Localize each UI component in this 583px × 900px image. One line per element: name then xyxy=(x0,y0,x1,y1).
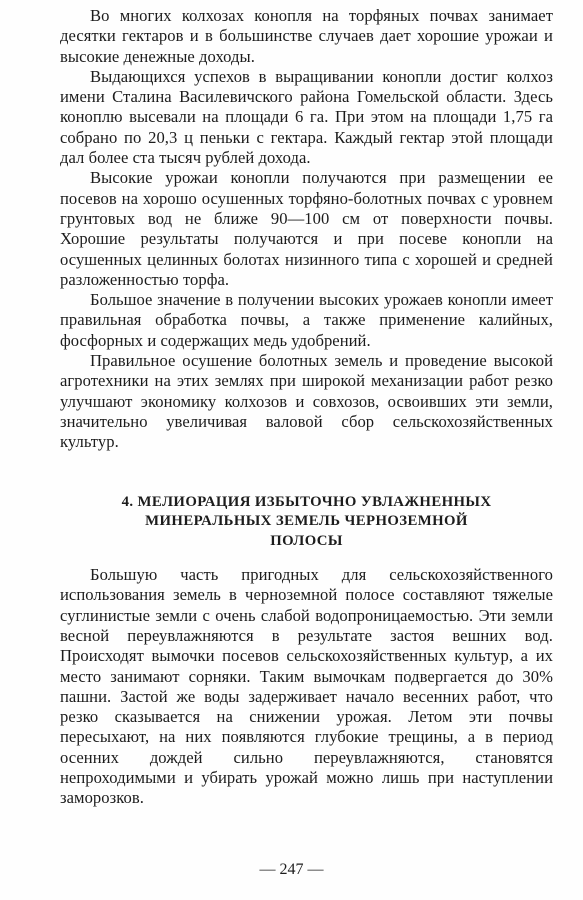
page-number: — 247 — xyxy=(259,861,324,878)
paragraph-drainage-economy: Правильное осушение болотных земель и проведение высокой агротехники на этих землях при широкой механизации работ резко улучшают экономику колхозов и совхозов, освоивших эти земли, значительно увеличивая валовой сбор сельскохозяйственных культур. xyxy=(60,351,553,452)
paragraph-chernozem-heavy-soils: Большую часть пригодных для сельскохозяйственного использования земель в черноземной полосе составляют тяжелые суглинистые земли с очень слабой водопроницаемостью. Эти земли весной переувлажняются в результате застоя вешних вод. Происходят вымочки посевов сельскохозяйственных культур, а их место занимают сорняки. Таким вымочкам подвергается до 30% пашни. Застой же воды задерживает начало весенних работ, что резко сказывается на снижении урожая. Летом эти почвы пересыхают, на них появляются глубокие трещины, а в период осенних дождей сильно переувлажняются, становятся непроходимыми и убирать урожай можно лишь при наступлении заморозков. xyxy=(60,565,553,808)
section-heading-line: МИНЕРАЛЬНЫХ ЗЕМЕЛЬ ЧЕРНОЗЕМНОЙ xyxy=(145,513,468,530)
paragraph-stalin-kolkhoz-success: Выдающихся успехов в выращивании конопли достиг колхоз имени Сталина Василевичского района Гомельской области. Здесь коноплю высевали на площади 6 га. При этом на площади 1,75 га собрано по 20,3 ц пеньки с гектара. Каждый гектар этой площади дал более ста тысяч рублей дохода. xyxy=(60,66,553,168)
paragraph-soil-cultivation-fertilizers: Большое значение в получении высоких урожаев конопли имеет правильная обработка почвы, а также применение калийных, фосфорных и содержащих медь удобрений. xyxy=(60,290,553,350)
body-text-top xyxy=(60,6,553,453)
section-heading xyxy=(60,493,553,552)
section-heading-line: ПОЛОСЫ xyxy=(270,532,343,549)
section-heading-line: 4. МЕЛИОРАЦИЯ ИЗБЫТОЧНО УВЛАЖНЕННЫХ xyxy=(121,493,492,510)
paragraph-hemp-peat-farms: Во многих колхозах конопля на торфяных почвах занимает десятки гектаров и в большинстве случаев дает хорошие урожаи и высокие денежные доходы. xyxy=(60,6,553,66)
section-spacer xyxy=(60,453,553,493)
paragraph-drained-soils-yields: Высокие урожаи конопли получаются при размещении ее посевов на хорошо осушенных торфяно-болотных почвах с уровнем грунтовых вод не ближе 90—100 см от поверхности почвы. Хорошие результаты получаются и при посеве конопли на осушенных целинных болотах низинного типа с хорошей и средней разложенностью торфа. xyxy=(60,168,553,289)
